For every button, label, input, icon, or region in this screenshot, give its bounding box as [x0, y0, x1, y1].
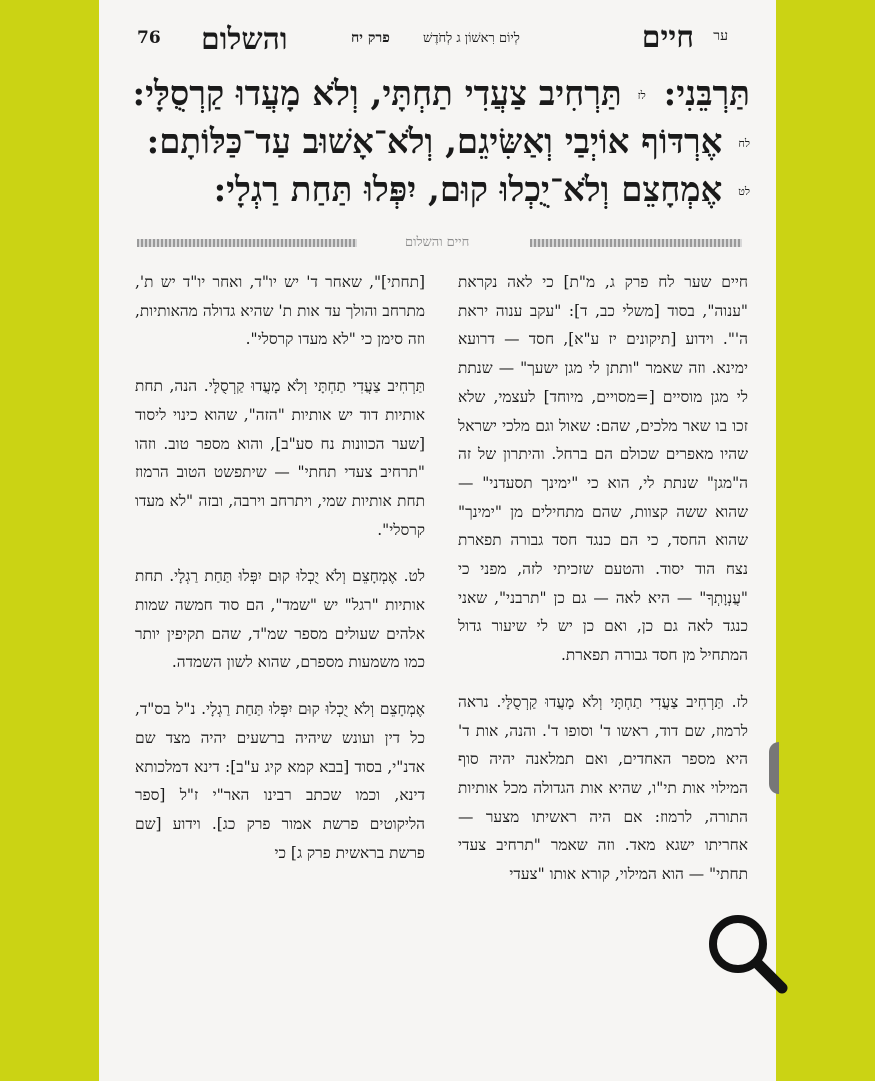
commentary-column-right: [458, 268, 748, 907]
running-header-left-title: והשלום: [201, 22, 288, 57]
verse-label: תַּרְבֵּנִי:: [663, 74, 750, 114]
verse-number: לט: [738, 185, 750, 198]
commentary-paragraph: לז. תַּרְחִיב צַעֲדִי תַחְתָּי וְלֹא מָעֲדוּ קַרְסֻלָּי. נראה לרמוז, שם דוד, ראשו ד' וסופו ד'. והנה, אות ד' היא מספר האחדים, ואם תמלאנה יהיה סוף המילוי אות תי"ו, שהיא אות הגדולה מכל אותיות התורה, לרמוז: אם היה ראשיתו מצער — אחריתו ישגא מאד. וזה שאמר "תרחיב צעדי תחתי" — הוא המילוי, קורא אותו "צעדי: [458, 692, 748, 884]
verse-line: [132, 70, 750, 118]
running-header-chapter: פרק יח: [351, 30, 390, 46]
commentary-paragraph: אֶמְחָצֵם וְלֹא יֻכְלוּ קוּם יִפְּלוּ תַּחַת רַגְלָי. נ"ל בס"ד, כל דין ועונש שיהיה ברשעים יהיה מצד שם אדנ"י, בסוד [בבא קמא קיג ע"ב]: דינא דמלכותא דינא, וכמו שכתב רבינו האר"י ז"ל [ספר הליקוטים פרשת אמור פרק כג]. וידוע [שם פרשת בראשית פרק ג] כי: [135, 700, 425, 862]
page-number: 76: [137, 28, 161, 48]
page-edge-tab: [769, 742, 779, 794]
divider-title: חיים והשלום: [405, 235, 470, 250]
running-header-right-small: ער: [713, 28, 728, 44]
divider-ornament-left: [137, 239, 357, 247]
magnifier-icon[interactable]: [702, 908, 790, 996]
running-header-right-title: חיים: [641, 20, 694, 55]
verse-text: אֶמְחָצֵם וְלֹא־יֻכְלוּ קוּם, יִפְּלוּ תַּחַת רַגְלָי:: [213, 170, 723, 210]
divider-ornament-right: [530, 239, 742, 247]
commentary-paragraph: תַּרְחִיב צַעֲדִי תַחְתָּי וְלֹא מָעֲדוּ קַרְסֻלָּי. הנה, תחת אותיות דוד יש אותיות "הזה", שהוא כינוי ליסוד [שער הכוונות נח סע"ב], והוא מספר טוב. וזהו "תרחיב צעדי תחתי" — שיתפשט הטוב הרמוז תחת אותיות שמי, ויתרחב וירבה, ובזה "לא מעדו קרסלי".: [135, 377, 425, 539]
running-header-day: לְיוֹם רִאשׁוֹן ג לְחֹדֶשׁ: [423, 31, 520, 46]
verse-number: לח: [738, 137, 750, 150]
verse-text: תַּרְחִיב צַעֲדִי תַחְתָּי, וְלֹא מָעֲדוּ קַרְסֻלָּי:: [132, 74, 622, 114]
commentary-paragraph: לט. אֶמְחָצֵם וְלֹא יֻכְלוּ קוּם יִפְּלוּ תַּחַת רַגְלָי. תחת אותיות "רגל" יש "שמד", הם סוד חמשה שמות אלהים שעולים מספר שמ"ד, שהם תקיפין יותר כמו משמעות מספרם, שהוא לשון השמדה.: [135, 567, 425, 672]
commentary-paragraph: חיים שער לח פרק ג, מ"ת] כי לאה נקראת "ענוה", בסוד [משלי כב, ד]: "עקב ענוה יראת ה'". וידוע [תיקונים יז ע"א], חסד — דרועא ימינא. וזה שאמר "ותתן לי מגן ישעך" — שנתת לי מגן מוסיים [=מסויים, מיוחד] לעצמי, שלא זכו בו שאר מלכים, שהם: שאול וגם מלכי ישראל שהיו מאפרים שכולם הם ברחל. והיתרון של זה ה"מגן" שנתת לי, הוא כי "ימינך תסעדני" — שהוא ששה קצוות, שהם מתחילים מן "ימינך" שהוא החסד, כי הם כנגד חסד גבורה תפארת נצח הוד יסוד. והטעם שזכיתי לזה, מפני כי "עֲנְוָתְךָ" — היא לאה — גם כן "תרבני", שאני כנגד לאה גם כן, ואם כן יש לי שיעור גדול המתחיל מן חסד גבורה תפארת.: [458, 273, 748, 665]
running-header: [99, 18, 776, 60]
verse-text: אֶרְדּוֹף אוֹיְבַי וְאַשִּׂיגֵם, וְלֹא־אָשׁוּב עַד־כַּלּוֹתָם:: [146, 122, 723, 162]
verse-line: [135, 166, 750, 214]
verse-block: [132, 70, 750, 214]
verse-number: לז: [637, 89, 646, 102]
book-page: [99, 0, 776, 1081]
verse-line: [135, 118, 750, 166]
section-divider: [137, 234, 742, 252]
commentary-paragraph: [תחתי]", שאחר ד' יש יו"ד, ואחר יו"ד יש ת', מתרחב והולך עד אות ת' שהיא גדולה מהאותיות, וזה סימן כי "לא מעדו קרסלי".: [135, 273, 425, 349]
commentary-column-left: [135, 268, 425, 885]
